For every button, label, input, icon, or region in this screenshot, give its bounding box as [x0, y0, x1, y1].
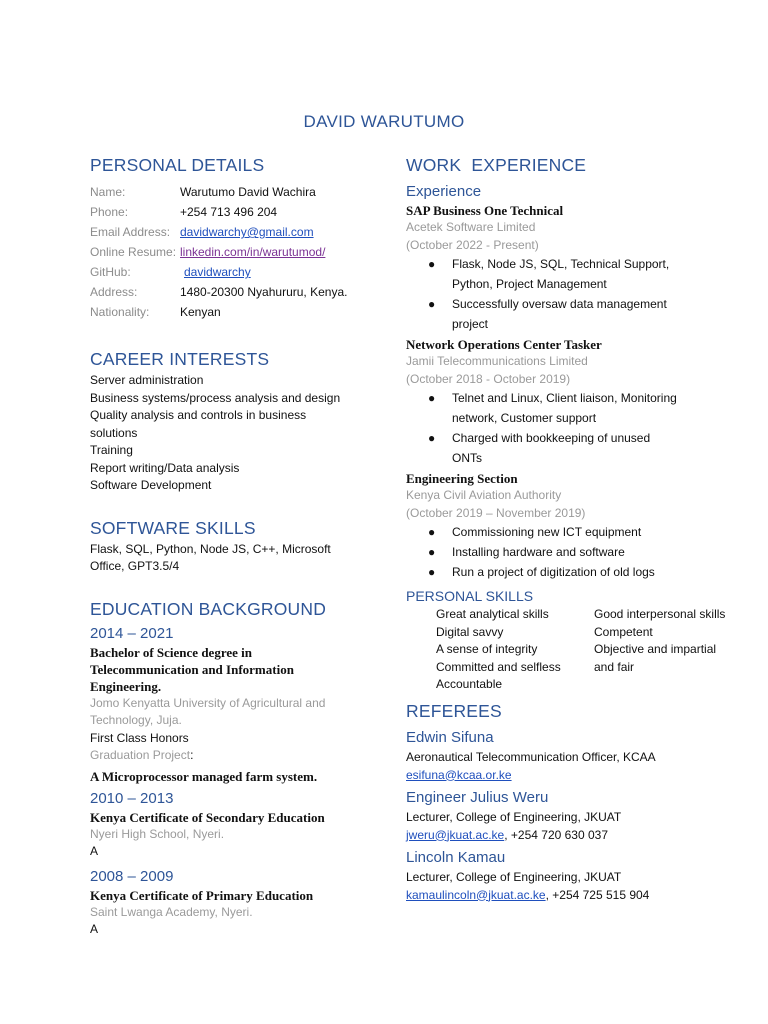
job-bullet	[406, 388, 682, 428]
job-title: SAP Business One Technical	[406, 203, 564, 218]
skill-item: Great analytical skills	[436, 607, 549, 621]
referee-contact	[406, 886, 756, 904]
bullet-icon: ●	[428, 525, 436, 539]
detail-label: Nationality:	[90, 305, 150, 319]
education-title: Bachelor of Science degree in Telecommunication and Information Engineering.	[90, 644, 294, 694]
list-item: Report writing/Data analysis	[90, 460, 240, 475]
education-grade: First Class Honors	[90, 730, 189, 745]
job-company: Kenya Civil Aviation Authority	[406, 488, 562, 502]
referee-role: Lecturer, College of Engineering, JKUAT	[406, 869, 622, 884]
detail-value: +254 713 496 204	[180, 205, 278, 219]
education-grade: A	[90, 844, 99, 858]
referee-contact	[406, 826, 756, 844]
detail-label: Phone:	[90, 205, 129, 219]
experience-subheading: Experience	[406, 183, 482, 200]
skill-item: Digital savvy	[436, 624, 504, 639]
bullet-text: Run a project of digitization of old logs	[452, 565, 655, 579]
list-item: Software Development	[90, 478, 212, 492]
job-period: (October 2019 – November 2019)	[406, 505, 586, 520]
referee-name: Lincoln Kamau	[406, 848, 506, 866]
bullet-text: Flask, Node JS, SQL, Technical Support, Python, Project Management	[452, 257, 670, 291]
detail-row-name	[90, 182, 390, 202]
detail-row-resume	[90, 242, 390, 262]
skill-item: Committed and selfless	[436, 659, 561, 674]
software-skills-text: Flask, SQL, Python, Node JS, C++, Microsoft Office, GPT3.5/4	[90, 541, 331, 573]
education-heading: EDUCATION BACKGROUND	[90, 598, 327, 619]
detail-label: Address:	[90, 285, 138, 299]
education-grade: A	[90, 922, 99, 936]
email-link[interactable]: davidwarchy@gmail.com	[180, 225, 314, 239]
list-item: Training	[90, 443, 133, 457]
right-column	[406, 154, 756, 904]
bullet-text: Commissioning new ICT equipment	[452, 525, 642, 539]
referee-role: Aeronautical Telecommunication Officer, KCAA	[406, 749, 656, 764]
referee-name: Edwin Sifuna	[406, 728, 494, 746]
skill-item: Accountable	[436, 677, 503, 691]
detail-row-nationality	[90, 302, 390, 322]
bullet-icon: ●	[428, 565, 436, 579]
referees-heading: REFEREES	[406, 700, 502, 721]
skill-item	[594, 676, 764, 694]
detail-row-phone	[90, 202, 390, 222]
left-column	[90, 154, 390, 939]
list-item: Server administration	[90, 373, 204, 387]
detail-value: 1480-20300 Nyahururu, Kenya.	[180, 285, 348, 299]
skill-item: Good interpersonal skills	[594, 607, 726, 621]
education-school: Saint Lwanga Academy, Nyeri.	[90, 904, 253, 919]
job-title: Network Operations Center Tasker	[406, 337, 602, 352]
bullet-icon: ●	[428, 391, 436, 405]
list-item: Quality analysis and controls in business solutions	[90, 408, 307, 440]
detail-row-github	[90, 262, 390, 282]
bullet-icon: ●	[428, 545, 436, 559]
referee-contact	[406, 766, 756, 784]
bullet-icon: ●	[428, 257, 436, 271]
bullet-text: Charged with bookkeeping of unused ONTs	[452, 431, 651, 465]
graduation-project-colon: :	[190, 748, 194, 762]
referee-entry	[406, 728, 756, 784]
job-company: Acetek Software Limited	[406, 220, 536, 234]
job-entry	[406, 202, 756, 334]
personal-details-list	[90, 182, 390, 322]
job-entry	[406, 470, 756, 582]
detail-label: Name:	[90, 185, 126, 199]
job-entry	[406, 336, 756, 468]
education-title: Kenya Certificate of Primary Education	[90, 887, 314, 903]
personal-skills-grid	[406, 606, 756, 694]
referee-entry	[406, 848, 756, 904]
referee-phone: , +254 720 630 037	[504, 827, 608, 842]
detail-row-email	[90, 222, 390, 242]
resume-name: DAVID WARUTUMO	[303, 112, 465, 131]
referee-email-link[interactable]: jweru@jkuat.ac.ke	[406, 827, 505, 842]
github-link[interactable]: davidwarchy	[184, 265, 251, 279]
job-period: (October 2018 - October 2019)	[406, 371, 571, 386]
education-years: 2008 – 2009	[90, 867, 174, 885]
education-entry	[90, 789, 390, 861]
graduation-project-label	[90, 747, 390, 765]
skill-item: Competent	[594, 624, 653, 639]
linkedin-link[interactable]: linkedin.com/in/warutumod/	[180, 245, 326, 259]
list-item: Business systems/process analysis and design	[90, 390, 341, 405]
education-entry	[90, 624, 390, 785]
education-years: 2010 – 2013	[90, 789, 174, 807]
work-experience-heading: WORK EXPERIENCE	[406, 155, 587, 175]
detail-label: Online Resume:	[90, 245, 177, 259]
detail-value: Warutumo David Wachira	[180, 185, 316, 199]
bullet-text: Telnet and Linux, Client liaison, Monitoring network, Customer support	[452, 391, 677, 425]
education-school: Jomo Kenyatta University of Agricultural and Technology, Juja.	[90, 695, 326, 727]
education-years: 2014 – 2021	[90, 624, 174, 642]
personal-details-heading: PERSONAL DETAILS	[90, 155, 265, 175]
job-bullet	[406, 522, 756, 542]
graduation-project-label-text: Graduation Project	[90, 748, 191, 762]
job-bullet	[406, 428, 682, 468]
skill-item: Objective and impartial	[594, 642, 717, 656]
referee-entry	[406, 788, 756, 844]
detail-value: Kenyan	[180, 305, 221, 319]
bullet-icon: ●	[428, 297, 436, 311]
job-bullet	[406, 294, 682, 334]
graduation-project: A Microprocessor managed farm system.	[90, 768, 318, 784]
referee-email-link[interactable]: esifuna@kcaa.or.ke	[406, 767, 512, 782]
software-skills-heading: SOFTWARE SKILLS	[90, 517, 256, 538]
referee-phone: , +254 725 515 904	[545, 887, 650, 902]
job-company: Jamii Telecommunications Limited	[406, 354, 588, 368]
referee-name: Engineer Julius Weru	[406, 788, 549, 806]
career-interests-list	[90, 372, 390, 495]
detail-row-address	[90, 282, 390, 302]
job-bullet	[406, 542, 756, 562]
job-title: Engineering Section	[406, 471, 518, 486]
referee-role: Lecturer, College of Engineering, JKUAT	[406, 809, 622, 824]
skill-item: A sense of integrity	[436, 642, 538, 656]
bullet-text: Installing hardware and software	[452, 545, 625, 559]
career-interests-heading: CAREER INTERESTS	[90, 349, 270, 369]
education-school: Nyeri High School, Nyeri.	[90, 826, 225, 841]
referee-email-link[interactable]: kamaulincoln@jkuat.ac.ke	[406, 887, 546, 902]
bullet-icon: ●	[428, 431, 436, 445]
job-bullet	[406, 562, 756, 582]
education-title: Kenya Certificate of Secondary Education	[90, 809, 325, 825]
job-period: (October 2022 - Present)	[406, 237, 539, 252]
bullet-text: Successfully oversaw data management project	[452, 297, 667, 331]
job-bullet	[406, 254, 682, 294]
detail-label: GitHub:	[90, 265, 131, 279]
skill-item: and fair	[594, 659, 635, 674]
detail-label: Email Address:	[90, 225, 171, 239]
education-entry	[90, 867, 390, 939]
personal-skills-heading: PERSONAL SKILLS	[406, 588, 534, 604]
